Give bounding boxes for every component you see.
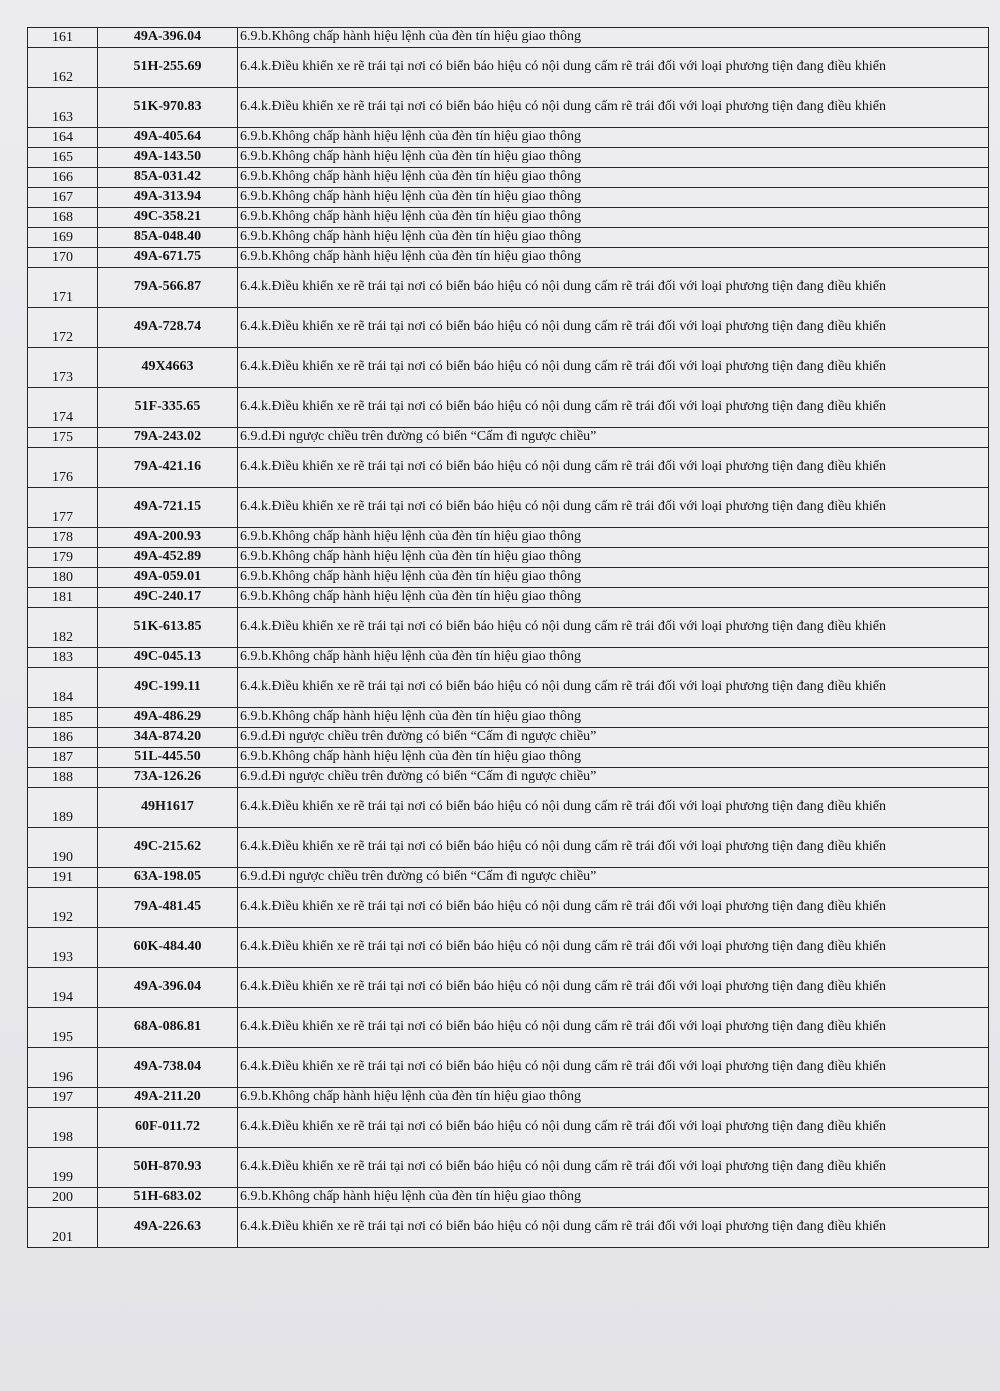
- violation-description-cell: 6.4.k.Điều khiển xe rẽ trái tại nơi có biển báo hiệu có nội dung cấm rẽ trái đối với loại phương tiện đang điều khiển: [238, 1048, 989, 1088]
- license-plate-cell: 49A-671.75: [98, 248, 238, 268]
- table-row: [28, 568, 989, 588]
- license-plate-cell: 68A-086.81: [98, 1008, 238, 1048]
- row-number-cell: 199: [28, 1148, 98, 1188]
- violation-description-cell: 6.4.k.Điều khiển xe rẽ trái tại nơi có biển báo hiệu có nội dung cấm rẽ trái đối với loại phương tiện đang điều khiển: [238, 608, 989, 648]
- violation-description-cell: 6.9.b.Không chấp hành hiệu lệnh của đèn tín hiệu giao thông: [238, 648, 989, 668]
- violation-description-cell: 6.9.b.Không chấp hành hiệu lệnh của đèn tín hiệu giao thông: [238, 708, 989, 728]
- table-row: [28, 668, 989, 708]
- violation-description-cell: 6.9.b.Không chấp hành hiệu lệnh của đèn tín hiệu giao thông: [238, 188, 989, 208]
- table-row: [28, 228, 989, 248]
- row-number-cell: 166: [28, 168, 98, 188]
- license-plate-cell: 51F-335.65: [98, 388, 238, 428]
- table-row: [28, 88, 989, 128]
- license-plate-cell: 50H-870.93: [98, 1148, 238, 1188]
- violation-description-cell: 6.4.k.Điều khiển xe rẽ trái tại nơi có biển báo hiệu có nội dung cấm rẽ trái đối với loại phương tiện đang điều khiển: [238, 968, 989, 1008]
- table-row: [28, 968, 989, 1008]
- violation-description-cell: 6.4.k.Điều khiển xe rẽ trái tại nơi có biển báo hiệu có nội dung cấm rẽ trái đối với loại phương tiện đang điều khiển: [238, 1008, 989, 1048]
- row-number-cell: 183: [28, 648, 98, 668]
- license-plate-cell: 49A-452.89: [98, 548, 238, 568]
- license-plate-cell: 49A-211.20: [98, 1088, 238, 1108]
- violation-description-cell: 6.4.k.Điều khiển xe rẽ trái tại nơi có biển báo hiệu có nội dung cấm rẽ trái đối với loại phương tiện đang điều khiển: [238, 1108, 989, 1148]
- row-number-cell: 186: [28, 728, 98, 748]
- license-plate-cell: 79A-421.16: [98, 448, 238, 488]
- table-row: [28, 268, 989, 308]
- row-number-cell: 192: [28, 888, 98, 928]
- violation-description-cell: 6.9.b.Không chấp hành hiệu lệnh của đèn tín hiệu giao thông: [238, 748, 989, 768]
- row-number-cell: 170: [28, 248, 98, 268]
- table-row: [28, 248, 989, 268]
- table-row: [28, 188, 989, 208]
- license-plate-cell: 49A-405.64: [98, 128, 238, 148]
- license-plate-cell: 49C-215.62: [98, 828, 238, 868]
- row-number-cell: 174: [28, 388, 98, 428]
- license-plate-cell: 49A-143.50: [98, 148, 238, 168]
- license-plate-cell: 34A-874.20: [98, 728, 238, 748]
- row-number-cell: 165: [28, 148, 98, 168]
- violation-description-cell: 6.9.d.Đi ngược chiều trên đường có biển “Cấm đi ngược chiều”: [238, 868, 989, 888]
- row-number-cell: 198: [28, 1108, 98, 1148]
- table-row: [28, 1048, 989, 1088]
- violation-description-cell: 6.9.b.Không chấp hành hiệu lệnh của đèn tín hiệu giao thông: [238, 1088, 989, 1108]
- table-row: [28, 168, 989, 188]
- license-plate-cell: 49H1617: [98, 788, 238, 828]
- row-number-cell: 184: [28, 668, 98, 708]
- violation-description-cell: 6.9.b.Không chấp hành hiệu lệnh của đèn tín hiệu giao thông: [238, 208, 989, 228]
- license-plate-cell: 51K-970.83: [98, 88, 238, 128]
- license-plate-cell: 49A-721.15: [98, 488, 238, 528]
- table-row: [28, 348, 989, 388]
- row-number-cell: 163: [28, 88, 98, 128]
- row-number-cell: 196: [28, 1048, 98, 1088]
- violation-description-cell: 6.9.b.Không chấp hành hiệu lệnh của đèn tín hiệu giao thông: [238, 28, 989, 48]
- table-row: [28, 888, 989, 928]
- violation-description-cell: 6.4.k.Điều khiển xe rẽ trái tại nơi có biển báo hiệu có nội dung cấm rẽ trái đối với loại phương tiện đang điều khiển: [238, 488, 989, 528]
- license-plate-cell: 60F-011.72: [98, 1108, 238, 1148]
- table-row: [28, 828, 989, 868]
- license-plate-cell: 49C-199.11: [98, 668, 238, 708]
- license-plate-cell: 49A-313.94: [98, 188, 238, 208]
- violation-description-cell: 6.9.b.Không chấp hành hiệu lệnh của đèn tín hiệu giao thông: [238, 548, 989, 568]
- violation-description-cell: 6.9.b.Không chấp hành hiệu lệnh của đèn tín hiệu giao thông: [238, 588, 989, 608]
- violations-table: [27, 27, 989, 1248]
- license-plate-cell: 79A-481.45: [98, 888, 238, 928]
- violation-description-cell: 6.9.d.Đi ngược chiều trên đường có biển “Cấm đi ngược chiều”: [238, 728, 989, 748]
- license-plate-cell: 51H-683.02: [98, 1188, 238, 1208]
- violation-description-cell: 6.4.k.Điều khiển xe rẽ trái tại nơi có biển báo hiệu có nội dung cấm rẽ trái đối với loại phương tiện đang điều khiển: [238, 888, 989, 928]
- license-plate-cell: 49C-240.17: [98, 588, 238, 608]
- table-row: [28, 448, 989, 488]
- license-plate-cell: 49A-738.04: [98, 1048, 238, 1088]
- table-row: [28, 548, 989, 568]
- row-number-cell: 185: [28, 708, 98, 728]
- table-row: [28, 588, 989, 608]
- violation-description-cell: 6.4.k.Điều khiển xe rẽ trái tại nơi có biển báo hiệu có nội dung cấm rẽ trái đối với loại phương tiện đang điều khiển: [238, 448, 989, 488]
- table-row: [28, 608, 989, 648]
- violation-description-cell: 6.4.k.Điều khiển xe rẽ trái tại nơi có biển báo hiệu có nội dung cấm rẽ trái đối với loại phương tiện đang điều khiển: [238, 348, 989, 388]
- table-row: [28, 1148, 989, 1188]
- table-row: [28, 148, 989, 168]
- row-number-cell: 176: [28, 448, 98, 488]
- table-row: [28, 648, 989, 668]
- row-number-cell: 171: [28, 268, 98, 308]
- license-plate-cell: 79A-566.87: [98, 268, 238, 308]
- row-number-cell: 175: [28, 428, 98, 448]
- row-number-cell: 200: [28, 1188, 98, 1208]
- table-row: [28, 48, 989, 88]
- row-number-cell: 201: [28, 1208, 98, 1248]
- row-number-cell: 164: [28, 128, 98, 148]
- table-row: [28, 1208, 989, 1248]
- row-number-cell: 189: [28, 788, 98, 828]
- license-plate-cell: 49A-226.63: [98, 1208, 238, 1248]
- license-plate-cell: 85A-048.40: [98, 228, 238, 248]
- row-number-cell: 190: [28, 828, 98, 868]
- license-plate-cell: 49X4663: [98, 348, 238, 388]
- row-number-cell: 168: [28, 208, 98, 228]
- table-row: [28, 788, 989, 828]
- violation-description-cell: 6.4.k.Điều khiển xe rẽ trái tại nơi có biển báo hiệu có nội dung cấm rẽ trái đối với loại phương tiện đang điều khiển: [238, 788, 989, 828]
- row-number-cell: 193: [28, 928, 98, 968]
- violation-description-cell: 6.9.b.Không chấp hành hiệu lệnh của đèn tín hiệu giao thông: [238, 168, 989, 188]
- row-number-cell: 191: [28, 868, 98, 888]
- table-row: [28, 1008, 989, 1048]
- license-plate-cell: 79A-243.02: [98, 428, 238, 448]
- table-row: [28, 28, 989, 48]
- row-number-cell: 169: [28, 228, 98, 248]
- row-number-cell: 194: [28, 968, 98, 1008]
- license-plate-cell: 49A-728.74: [98, 308, 238, 348]
- violation-description-cell: 6.9.d.Đi ngược chiều trên đường có biển “Cấm đi ngược chiều”: [238, 768, 989, 788]
- violation-description-cell: 6.4.k.Điều khiển xe rẽ trái tại nơi có biển báo hiệu có nội dung cấm rẽ trái đối với loại phương tiện đang điều khiển: [238, 48, 989, 88]
- license-plate-cell: 73A-126.26: [98, 768, 238, 788]
- license-plate-cell: 49A-200.93: [98, 528, 238, 548]
- violation-description-cell: 6.4.k.Điều khiển xe rẽ trái tại nơi có biển báo hiệu có nội dung cấm rẽ trái đối với loại phương tiện đang điều khiển: [238, 88, 989, 128]
- violation-description-cell: 6.4.k.Điều khiển xe rẽ trái tại nơi có biển báo hiệu có nội dung cấm rẽ trái đối với loại phương tiện đang điều khiển: [238, 1208, 989, 1248]
- row-number-cell: 182: [28, 608, 98, 648]
- row-number-cell: 172: [28, 308, 98, 348]
- license-plate-cell: 51K-613.85: [98, 608, 238, 648]
- license-plate-cell: 60K-484.40: [98, 928, 238, 968]
- license-plate-cell: 85A-031.42: [98, 168, 238, 188]
- license-plate-cell: 49A-396.04: [98, 968, 238, 1008]
- table-row: [28, 388, 989, 428]
- violation-description-cell: 6.4.k.Điều khiển xe rẽ trái tại nơi có biển báo hiệu có nội dung cấm rẽ trái đối với loại phương tiện đang điều khiển: [238, 828, 989, 868]
- table-row: [28, 748, 989, 768]
- table-row: [28, 1188, 989, 1208]
- table-row: [28, 708, 989, 728]
- table-row: [28, 128, 989, 148]
- license-plate-cell: 51L-445.50: [98, 748, 238, 768]
- violation-description-cell: 6.9.b.Không chấp hành hiệu lệnh của đèn tín hiệu giao thông: [238, 568, 989, 588]
- violation-description-cell: 6.9.b.Không chấp hành hiệu lệnh của đèn tín hiệu giao thông: [238, 528, 989, 548]
- row-number-cell: 195: [28, 1008, 98, 1048]
- violation-description-cell: 6.4.k.Điều khiển xe rẽ trái tại nơi có biển báo hiệu có nội dung cấm rẽ trái đối với loại phương tiện đang điều khiển: [238, 308, 989, 348]
- violation-description-cell: 6.4.k.Điều khiển xe rẽ trái tại nơi có biển báo hiệu có nội dung cấm rẽ trái đối với loại phương tiện đang điều khiển: [238, 928, 989, 968]
- license-plate-cell: 51H-255.69: [98, 48, 238, 88]
- violation-description-cell: 6.9.b.Không chấp hành hiệu lệnh của đèn tín hiệu giao thông: [238, 148, 989, 168]
- table-row: [28, 728, 989, 748]
- violation-description-cell: 6.9.b.Không chấp hành hiệu lệnh của đèn tín hiệu giao thông: [238, 128, 989, 148]
- license-plate-cell: 49C-358.21: [98, 208, 238, 228]
- violations-table-body: [28, 28, 989, 1248]
- table-row: [28, 528, 989, 548]
- row-number-cell: 188: [28, 768, 98, 788]
- row-number-cell: 167: [28, 188, 98, 208]
- table-row: [28, 1088, 989, 1108]
- row-number-cell: 178: [28, 528, 98, 548]
- row-number-cell: 162: [28, 48, 98, 88]
- table-row: [28, 768, 989, 788]
- table-row: [28, 1108, 989, 1148]
- row-number-cell: 181: [28, 588, 98, 608]
- row-number-cell: 177: [28, 488, 98, 528]
- row-number-cell: 179: [28, 548, 98, 568]
- table-row: [28, 308, 989, 348]
- table-row: [28, 868, 989, 888]
- table-row: [28, 208, 989, 228]
- row-number-cell: 197: [28, 1088, 98, 1108]
- row-number-cell: 180: [28, 568, 98, 588]
- violation-description-cell: 6.4.k.Điều khiển xe rẽ trái tại nơi có biển báo hiệu có nội dung cấm rẽ trái đối với loại phương tiện đang điều khiển: [238, 668, 989, 708]
- table-row: [28, 488, 989, 528]
- license-plate-cell: 49A-486.29: [98, 708, 238, 728]
- violation-description-cell: 6.4.k.Điều khiển xe rẽ trái tại nơi có biển báo hiệu có nội dung cấm rẽ trái đối với loại phương tiện đang điều khiển: [238, 1148, 989, 1188]
- row-number-cell: 161: [28, 28, 98, 48]
- row-number-cell: 173: [28, 348, 98, 388]
- row-number-cell: 187: [28, 748, 98, 768]
- license-plate-cell: 49A-396.04: [98, 28, 238, 48]
- violation-description-cell: 6.9.b.Không chấp hành hiệu lệnh của đèn tín hiệu giao thông: [238, 248, 989, 268]
- violation-description-cell: 6.9.b.Không chấp hành hiệu lệnh của đèn tín hiệu giao thông: [238, 228, 989, 248]
- table-row: [28, 928, 989, 968]
- table-row: [28, 428, 989, 448]
- violation-description-cell: 6.4.k.Điều khiển xe rẽ trái tại nơi có biển báo hiệu có nội dung cấm rẽ trái đối với loại phương tiện đang điều khiển: [238, 388, 989, 428]
- violation-description-cell: 6.4.k.Điều khiển xe rẽ trái tại nơi có biển báo hiệu có nội dung cấm rẽ trái đối với loại phương tiện đang điều khiển: [238, 268, 989, 308]
- violation-description-cell: 6.9.d.Đi ngược chiều trên đường có biển “Cấm đi ngược chiều”: [238, 428, 989, 448]
- license-plate-cell: 49C-045.13: [98, 648, 238, 668]
- license-plate-cell: 63A-198.05: [98, 868, 238, 888]
- violation-description-cell: 6.9.b.Không chấp hành hiệu lệnh của đèn tín hiệu giao thông: [238, 1188, 989, 1208]
- license-plate-cell: 49A-059.01: [98, 568, 238, 588]
